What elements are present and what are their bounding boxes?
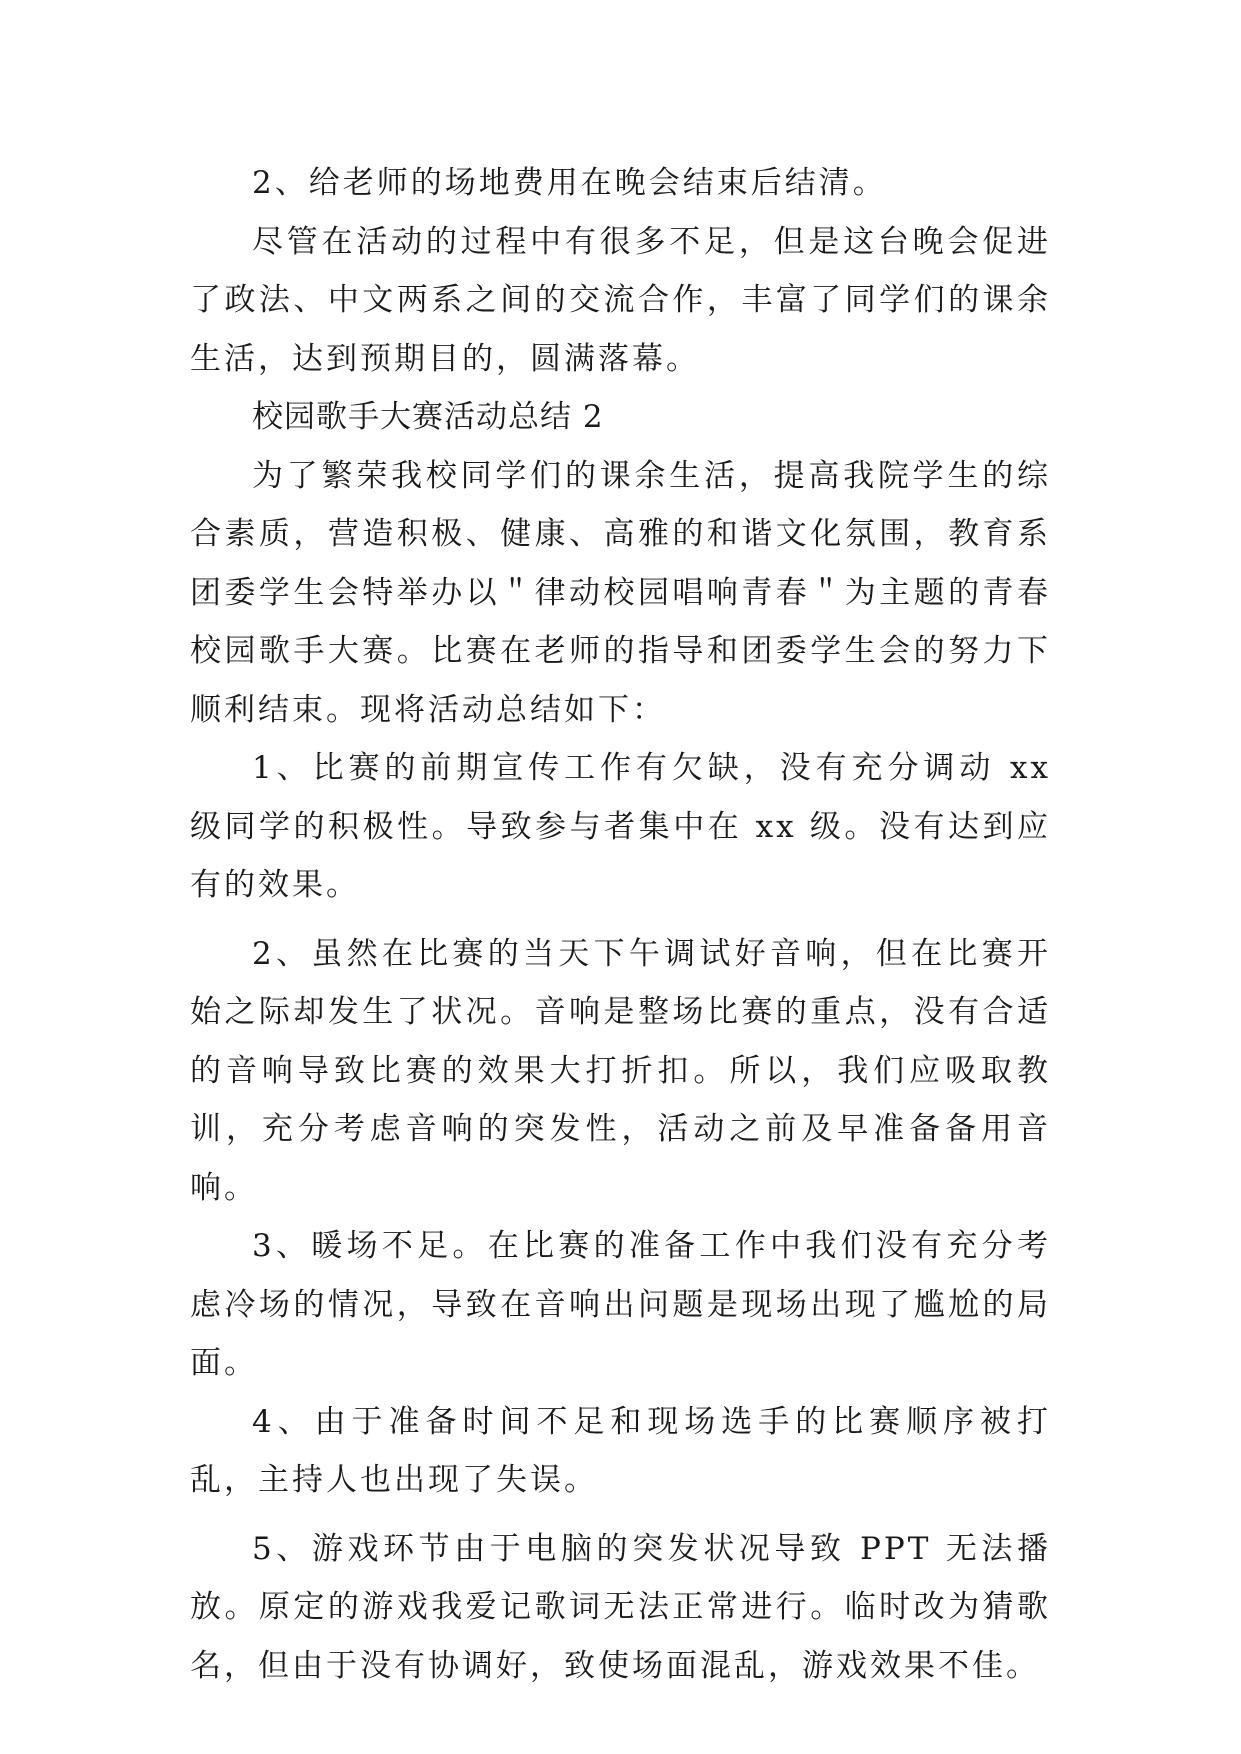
paragraph-gala-conclusion: 尽管在活动的过程中有很多不足，但是这台晚会促进了政法、中文两系之间的交流合作，丰富了同学们的课余生活，达到预期目的，圆满落幕。 (190, 223, 1051, 377)
document-body (190, 154, 1051, 1695)
paragraph-venue-fee: 2、给老师的场地费用在晚会结束后结清。 (252, 165, 887, 201)
paragraph-point-5: 5、游戏环节由于电脑的突发状况导致 PPT 无法播放。原定的游戏我爱记歌词无法正常进行。临时改为猜歌名，但由于没有协调好，致使场面混乱，游戏效果不佳。 (190, 1530, 1051, 1684)
paragraph-point-4: 4、由于准备时间不足和现场选手的比赛顺序被打乱，主持人也出现了失误。 (190, 1403, 1051, 1498)
paragraph-point-3: 3、暖场不足。在比赛的准备工作中我们没有充分考虑冷场的情况，导致在音响出问题是现场出现了尴尬的局面。 (190, 1228, 1051, 1381)
paragraph-point-2: 2、虽然在比赛的当天下午调试好音响，但在比赛开始之际却发生了状况。音响是整场比赛的重点，没有合适的音响导致比赛的效果大打折扣。所以，我们应吸取教训，充分考虑音响的突发性，活动之前及早准备备用音响。 (190, 935, 1051, 1206)
paragraph-point-1: 1、比赛的前期宣传工作有欠缺，没有充分调动 xx 级同学的积极性。导致参与者集中在 xx 级。没有达到应有的效果。 (190, 750, 1051, 903)
section-heading: 校园歌手大赛活动总结 2 (252, 399, 604, 435)
paragraph-intro: 为了繁荣我校同学们的课余生活，提高我院学生的综合素质，营造积极、健康、高雅的和谐文化氛围，教育系团委学生会特举办以＂律动校园唱响青春＂为主题的青春校园歌手大赛。比赛在老师的指导和团委学生会的努力下顺利结束。现将活动总结如下： (190, 457, 1051, 728)
